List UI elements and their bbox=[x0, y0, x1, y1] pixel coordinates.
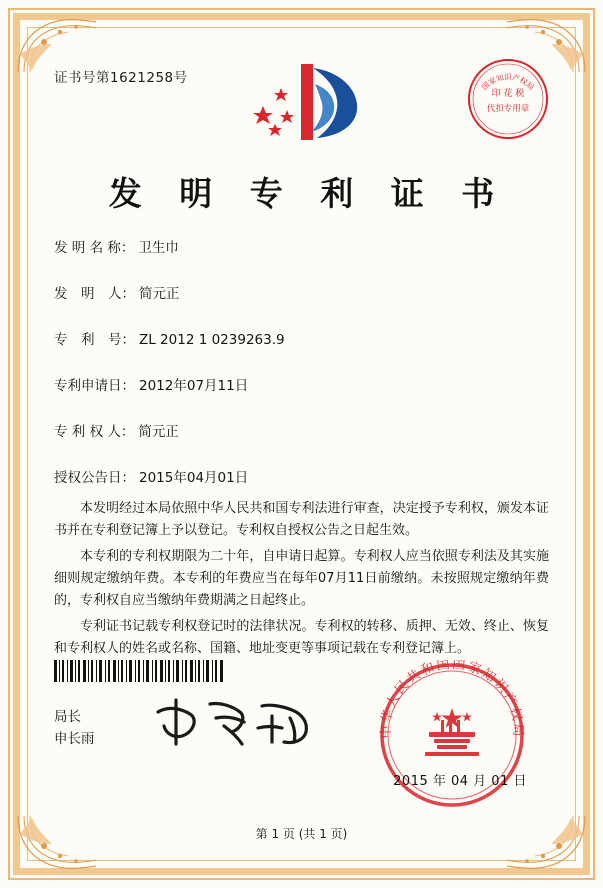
field-patent-number bbox=[54, 328, 549, 348]
body-paragraphs bbox=[54, 498, 549, 664]
paragraph: 专利证书记载专利权登记时的法律状况。专利权的转移、质押、无效、终止、恢复和专利权人的姓名或名称、国籍、地址变更等事项记载在专利登记簿上。 bbox=[54, 619, 549, 656]
field-inventor bbox=[54, 282, 549, 302]
svg-text:国家知识产权局: 国家知识产权局 bbox=[479, 72, 537, 92]
director-label: 局长 bbox=[54, 709, 81, 725]
field-value: 卫生巾 bbox=[138, 240, 179, 256]
field-list bbox=[54, 236, 549, 512]
tax-stamp-icon bbox=[465, 56, 551, 142]
certificate-content bbox=[40, 40, 563, 848]
field-value: ZL 2012 1 0239263.9 bbox=[139, 332, 285, 348]
field-value: 2012年07月11日 bbox=[139, 378, 249, 394]
field-value: 简元正 bbox=[139, 286, 180, 302]
field-label: 专 利 号： bbox=[54, 332, 135, 348]
paragraph: 本专利的专利权期限为二十年，自申请日起算。专利权人应当依照专利法及其实施细则规定缴纳年费。本专利的年费应当在每年07月11日前缴纳。未按照规定缴纳年费的，专利权自应当缴纳年费期满之日起终止。 bbox=[54, 549, 549, 608]
field-invention-name bbox=[54, 236, 549, 256]
field-value: 简元正 bbox=[138, 424, 179, 440]
paragraph: 本发明经过本局依照中华人民共和国专利法进行审查，决定授予专利权，颁发本证书并在专利登记簿上予以登记。专利权自授权公告之日起生效。 bbox=[54, 501, 549, 538]
field-label: 发 明 名 称： bbox=[54, 240, 135, 256]
field-grant-announcement-date bbox=[54, 466, 549, 486]
barcode bbox=[54, 660, 224, 682]
svg-text:中华人民共和国国家知识产权局: 中华人民共和国国家知识产权局 bbox=[378, 660, 526, 739]
handwritten-signature bbox=[150, 692, 330, 752]
seal-date: 2015 年 04 月 01 日 bbox=[393, 774, 527, 789]
director-name: 申长雨 bbox=[54, 731, 95, 747]
field-label: 授权公告日： bbox=[54, 470, 135, 486]
certificate-number: 证书号第1621258号 bbox=[54, 70, 188, 86]
field-label: 专利申请日： bbox=[54, 378, 135, 394]
field-label: 专 利 权 人： bbox=[54, 424, 135, 440]
page-title: 发 明 专 利 证 书 bbox=[108, 174, 508, 213]
sipo-logo-icon bbox=[227, 58, 377, 148]
field-value: 2015年04月01日 bbox=[139, 470, 249, 486]
field-patentee bbox=[54, 420, 549, 440]
field-application-date bbox=[54, 374, 549, 394]
svg-text:印 花 税: 印 花 税 bbox=[491, 89, 525, 99]
field-label: 发 明 人： bbox=[54, 286, 135, 302]
page-footer: 第 1 页 (共 1 页) bbox=[255, 827, 348, 841]
signature-block bbox=[54, 706, 95, 750]
svg-text:代扣专用章: 代扣专用章 bbox=[486, 104, 530, 114]
